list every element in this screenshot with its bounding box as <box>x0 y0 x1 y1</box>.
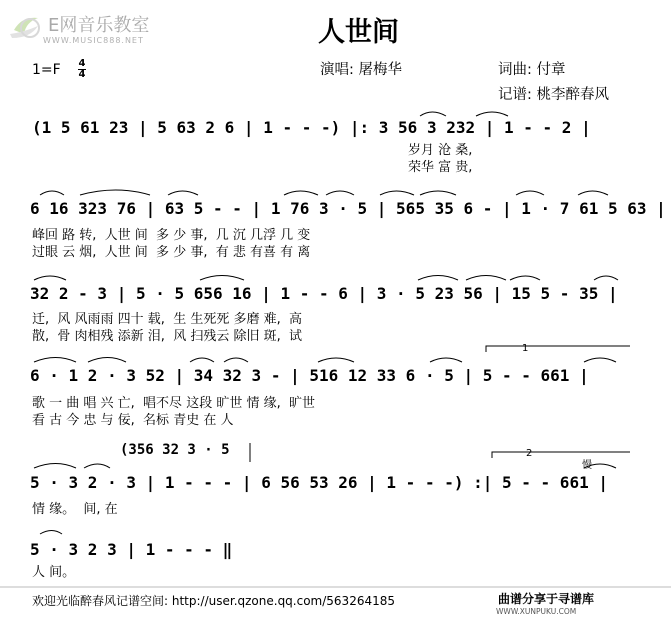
time-signature-bottom: 4 <box>78 69 86 80</box>
slur <box>420 191 456 195</box>
footer-welcome: 欢迎光临醉春风记谱空间: http://user.qzone.qq.com/563264185 <box>32 594 396 608</box>
notation-row-5-intro: (356 32 3 · 5 <box>120 442 230 458</box>
notation-row-4: 6 · 1 2 · 3 52 | 34 32 3 - | 516 12 33 6 · 5 | 5 - - 661 | <box>30 366 589 385</box>
slur <box>168 191 198 195</box>
notation-row-3: 32 2 - 3 | 5 · 5 656 16 | 1 - - 6 | 3 · 5 23 56 | 15 5 - 35 | <box>30 284 618 303</box>
slur <box>40 191 64 195</box>
composer-credit: 词曲: 付章 <box>498 62 566 78</box>
slur <box>318 358 354 362</box>
slur <box>578 191 608 195</box>
lyric-row-4-verse-2: 看 古 今 忠 与 佞, 名标 青史 在 人 <box>32 413 234 428</box>
lyric-row-2-verse-1: 峰回 路 转, 人世 间 多 少 事, 几 沉 几浮 几 变 <box>32 228 311 243</box>
time-signature-top: 4 <box>78 58 86 69</box>
lyric-row-6: 人 间。 <box>32 565 76 580</box>
transcriber-credit: 记谱: 桃李醉春风 <box>498 87 609 103</box>
lyric-row-3-verse-1: 迁, 风 风雨雨 四十 载, 生 生死死 多磨 难, 高 <box>32 312 302 327</box>
notation-row-5: 5 · 3 2 · 3 | 1 - - - | 6 56 53 26 | 1 - - -) :| 5 - - 661 | <box>30 473 608 492</box>
notation-row-2: 6 16 323 76 | 63 5 - - | 1 76 3 · 5 | 565 35 6 - | 1 · 7 61 5 63 | <box>30 199 666 218</box>
slur <box>34 276 66 280</box>
slur <box>594 276 618 280</box>
volta-2-label: 2 <box>526 448 533 459</box>
slur <box>326 191 354 195</box>
singer-credit: 演唱: 屠梅华 <box>320 62 402 78</box>
song-title: 人世间 <box>318 17 399 48</box>
slur <box>430 358 462 362</box>
slur <box>200 276 244 281</box>
slur <box>284 191 318 195</box>
slur <box>34 358 76 363</box>
lyric-row-2-verse-2: 过眼 云 烟, 人世 间 多 少 事, 有 悲 有喜 有 离 <box>32 245 311 260</box>
slur <box>584 464 616 468</box>
key-signature: 1=F <box>32 62 61 78</box>
slur <box>40 531 62 535</box>
slur <box>34 464 76 469</box>
slur <box>80 190 150 195</box>
slur <box>190 358 214 362</box>
footer-share-url: WWW.XUNPUKU.COM <box>496 607 577 616</box>
slur <box>516 191 544 195</box>
volta-1-bracket <box>486 343 630 354</box>
slur <box>88 358 126 363</box>
lyric-row-1-verse-2: 荣华 富 贵, <box>408 160 473 175</box>
footer-share: 曲谱分享于寻谱库 <box>498 592 595 606</box>
logo-url: WWW.MUSIC888.NET <box>43 36 144 45</box>
slur <box>224 358 248 362</box>
lyric-row-1-verse-1: 岁月 沧 桑, <box>408 143 473 158</box>
slur <box>510 276 540 280</box>
slur <box>84 464 110 468</box>
notation-row-6: 5 · 3 2 3 | 1 - - - ‖ <box>30 540 233 559</box>
logo-text: E网音乐教室 <box>48 15 150 36</box>
slur <box>418 276 458 281</box>
slur <box>466 276 506 281</box>
lyric-row-3-verse-2: 散, 骨 肉相残 添新 泪, 风 扫残云 除旧 斑, 试 <box>32 329 302 344</box>
tempo-mark: 慢 <box>582 460 592 471</box>
volta-2-bracket <box>492 452 630 458</box>
lyric-row-4-verse-1: 歌 一 曲 唱 兴 亡, 唱不尽 这段 旷世 情 缘, 旷世 <box>32 396 315 411</box>
slur <box>420 112 446 116</box>
slur <box>584 358 616 362</box>
slur <box>380 191 414 195</box>
lyric-row-5: 情 缘。 间, 在 <box>32 502 118 517</box>
slur <box>476 112 508 116</box>
notation-row-1: (1 5 61 23 | 5 63 2 6 | 1 - - -) |: 3 56 3 232 | 1 - - 2 | <box>32 118 591 137</box>
volta-1-label: 1 <box>522 343 529 354</box>
